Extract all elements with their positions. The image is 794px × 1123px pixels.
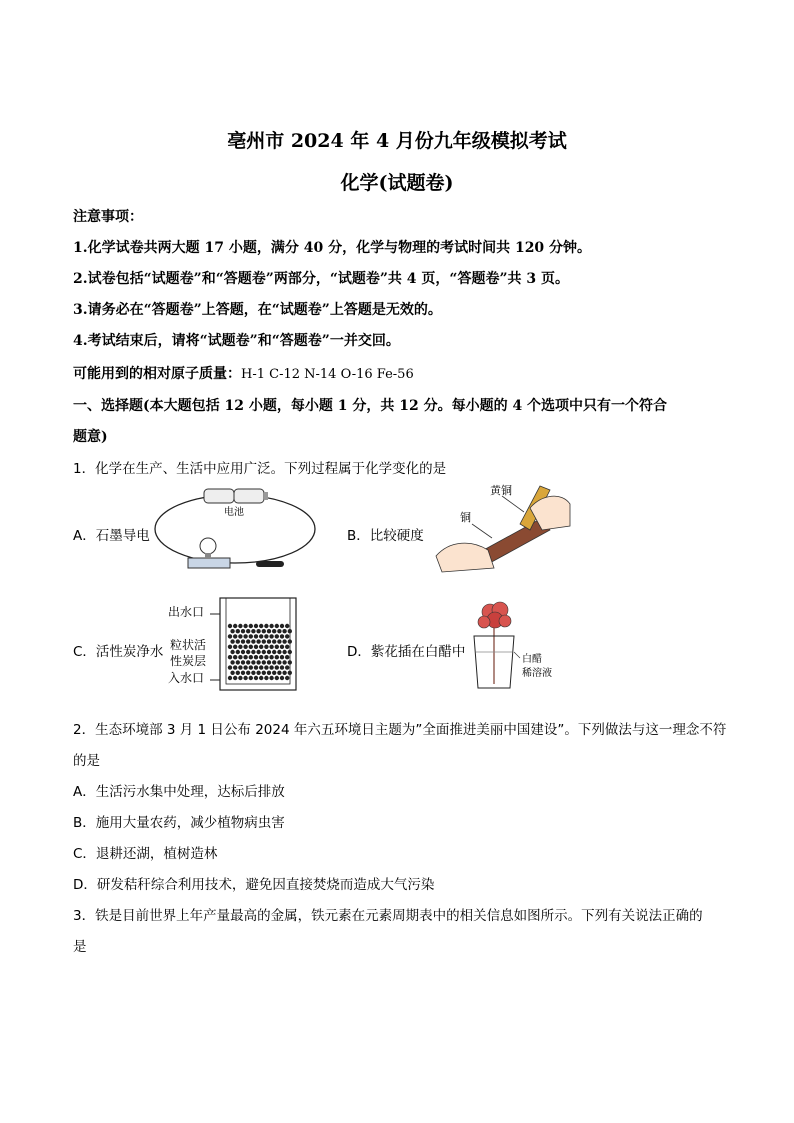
- section1-heading-cont: 题意): [73, 429, 108, 445]
- battery-cell-2: [234, 489, 264, 503]
- q1-option-d: D．紫花插在白醋中: [347, 644, 466, 660]
- note-item-3: 3.请务必在“答题卷”上答题，在“试题卷”上答题是无效的。: [73, 302, 442, 318]
- q1-option-a: A．石墨导电: [73, 528, 150, 544]
- note-item-1: 1.化学试卷共两大题 17 小题，满分 40 分，化学与物理的考试时间共 120 分钟。: [73, 240, 592, 256]
- q2-stem: 2．生态环境部 3 月 1 日公布 2024 年六五环境日主题为”全面推进美丽中国建设”。下列做法与这一理念不符: [73, 722, 727, 738]
- left-hand: [436, 543, 494, 572]
- q2-option-b: B．施用大量农药，减少植物病虫害: [73, 815, 285, 831]
- carbon-label-2: 性炭层: [170, 654, 207, 668]
- note-item-4: 4.考试结束后，请将“试题卷”和“答题卷”一并交回。: [73, 333, 400, 349]
- circuit-figure: [150, 484, 320, 574]
- atomic-mass-label: 可能用到的相对原子质量：: [73, 366, 241, 382]
- q2-stem-cont: 的是: [73, 753, 100, 769]
- water-filter-figure: [162, 596, 312, 694]
- atomic-mass-values: H-1 C-12 N-14 O-16 Fe-56: [241, 367, 414, 382]
- q2-option-a: A．生活污水集中处理，达标后排放: [73, 784, 285, 800]
- exam-title: 亳州市 2024 年 4 月份九年级模拟考试: [227, 130, 567, 152]
- q2-option-c: C．退耕还湖，植树造林: [73, 846, 218, 862]
- q1-option-b: B．比较硬度: [347, 528, 424, 544]
- battery-label: 电池: [224, 507, 244, 518]
- filter-tank: [220, 598, 296, 690]
- flower-vinegar-figure: [470, 600, 560, 692]
- q3-stem: 3．铁是目前世界上年产量最高的金属，铁元素在元素周期表中的相关信息如图所示。下列有关说法正确的: [73, 908, 703, 924]
- carbon-label-1: 粒状活: [170, 638, 207, 652]
- section1-heading: 一、选择题(本大题包括 12 小题，每小题 1 分，共 12 分。每小题的 4 个选项中只有一个符合: [73, 398, 668, 414]
- graphite-rod: [256, 561, 284, 567]
- inlet-label: 入水口: [168, 671, 205, 685]
- q3-stem-cont: 是: [73, 939, 87, 955]
- notes-heading: 注意事项：: [73, 209, 143, 225]
- q2-option-d: D．研发秸秆综合利用技术，避免因直接焚烧而造成大气污染: [73, 877, 435, 893]
- exam-subtitle: 化学(试题卷): [340, 172, 454, 194]
- battery-cell-1: [204, 489, 234, 503]
- outlet-label: 出水口: [168, 605, 205, 619]
- copper-label: 铜: [460, 511, 471, 524]
- atomic-mass-line: [73, 363, 414, 383]
- note-item-2: 2.试卷包括“试题卷”和“答题卷”两部分，“试题卷”共 4 页，“答题卷”共 3 页。: [73, 271, 570, 287]
- vinegar-label-2: 稀溶液: [522, 668, 552, 679]
- carbon-granules: [228, 624, 292, 680]
- bulb-base: [188, 558, 230, 568]
- q1-option-c: C．活性炭净水: [73, 644, 164, 660]
- brass-label: 黄铜: [490, 484, 512, 497]
- bulb-icon: [200, 538, 216, 554]
- vinegar-label-1: 白醋: [522, 654, 542, 665]
- hardness-figure: [432, 478, 572, 576]
- q1-stem: 1．化学在生产、生活中应用广泛。下列过程属于化学变化的是: [73, 461, 447, 477]
